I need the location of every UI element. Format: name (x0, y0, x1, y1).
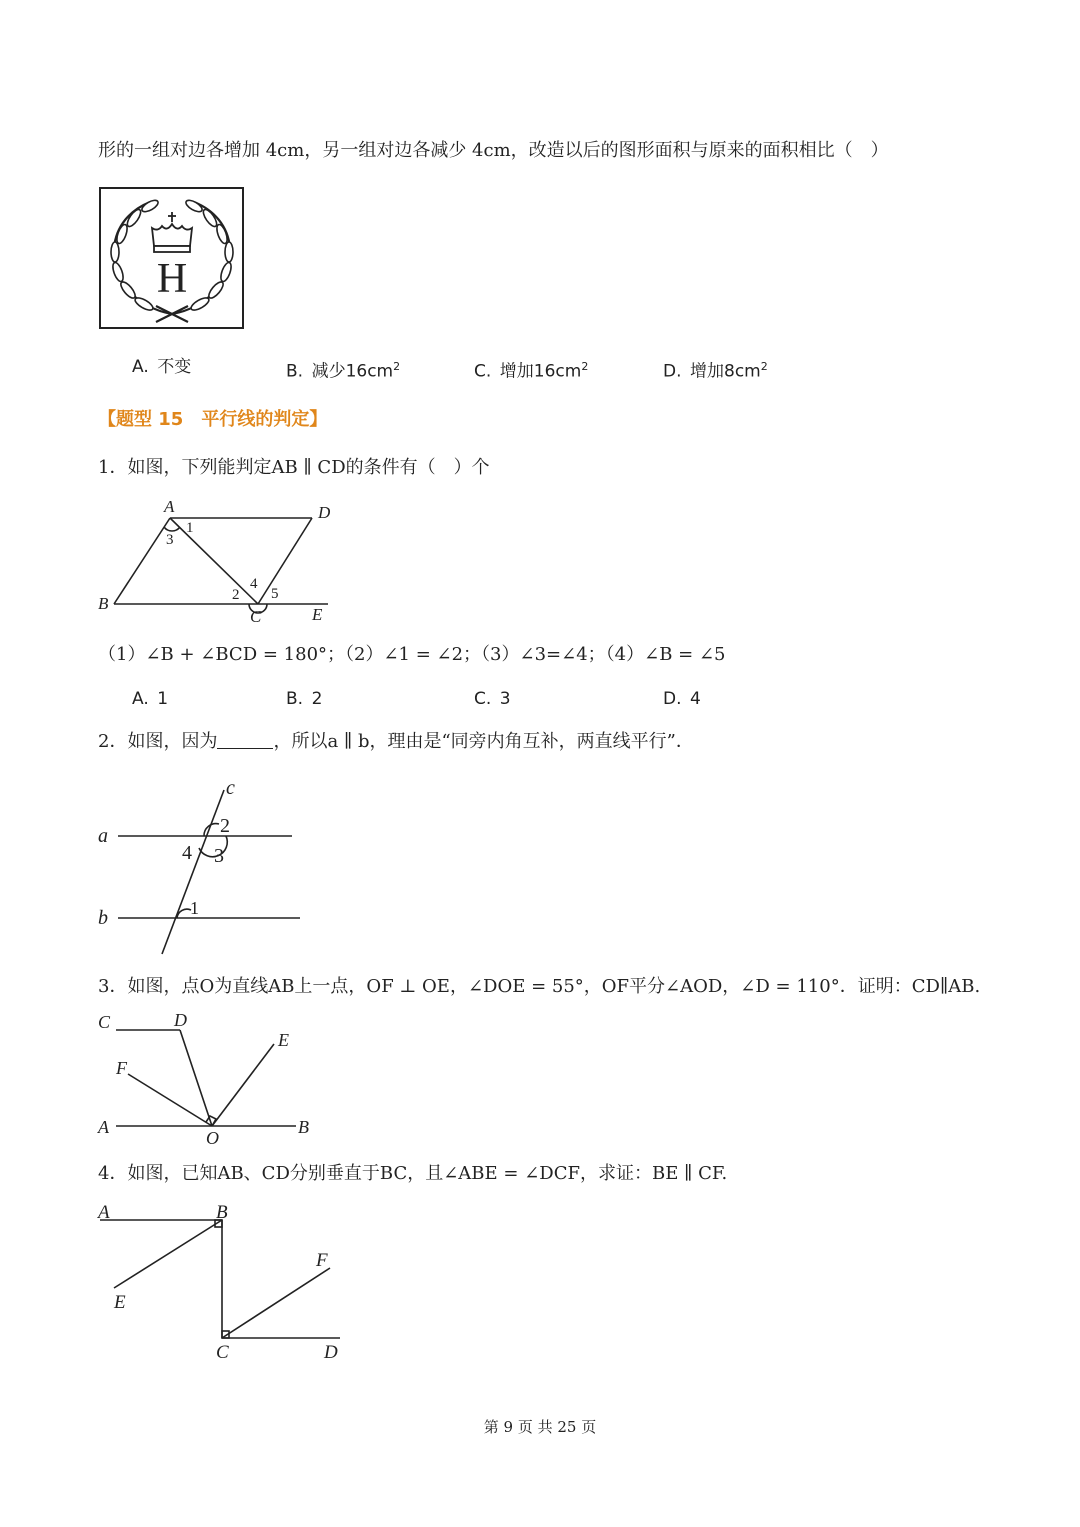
label-B: B (216, 1202, 228, 1223)
option-text: 4 (690, 689, 701, 709)
option-text: 不变 (157, 357, 192, 377)
angle-1-label: 1 (186, 520, 194, 536)
angle-5-label: 5 (271, 586, 279, 602)
problem-text: 形的一组对边各增加 4cm，另一组对边各减少 4cm，改造以后的图形面积与原来的面积相比（ ） (98, 140, 889, 161)
question-4-stem: 4．如图，已知AB、CD分别垂直于BC，且∠ABE = ∠DCF，求证：BE ∥ CF. (98, 1163, 728, 1184)
option-letter: C. (474, 689, 492, 709)
label-A: A (98, 1117, 109, 1137)
label-E: E (312, 605, 323, 624)
angle-1-label: 1 (190, 898, 199, 918)
label-D: D (324, 1342, 338, 1363)
option-c[interactable] (474, 356, 588, 383)
q1-option-c[interactable] (474, 688, 511, 710)
option-superscript: 2 (760, 360, 768, 373)
page-footer: 第 9 页 共 25 页 (483, 1418, 597, 1436)
angle-2-label: 2 (220, 815, 230, 837)
option-letter: C. (474, 361, 492, 382)
option-letter: B. (286, 689, 304, 709)
question-3-figure (92, 1008, 322, 1150)
option-letter: D. (663, 361, 682, 382)
question-1-stem: 1．如图，下列能判定AB ∥ CD的条件有（ ）个 (98, 457, 490, 478)
question-2-stem (98, 730, 694, 754)
option-text: 2 (311, 689, 323, 709)
option-text: 增加8cm (690, 361, 761, 382)
stem-part: ，所以a ∥ b，理由是“同旁内角互补，两直线平行”． (273, 731, 694, 752)
option-b[interactable] (286, 356, 400, 383)
option-d[interactable] (663, 356, 768, 383)
label-A: A (98, 1202, 110, 1223)
label-B: B (98, 594, 109, 613)
label-O: O (206, 1128, 219, 1148)
question-2-figure (92, 774, 312, 958)
label-C: C (250, 607, 262, 626)
label-D: D (174, 1010, 187, 1030)
emblem-letter: H (156, 256, 188, 302)
option-text: 增加16cm (499, 361, 582, 382)
angle-4-label: 4 (182, 842, 192, 864)
line-a-label: a (98, 825, 108, 847)
option-letter: D. (663, 689, 682, 709)
angle-3-label: 3 (166, 532, 174, 548)
option-a[interactable] (132, 356, 191, 378)
label-A: A (164, 497, 175, 516)
label-C: C (98, 1012, 111, 1032)
stem-part: 2．如图，因为 (98, 731, 218, 752)
label-E: E (278, 1030, 289, 1050)
option-text: 减少16cm (311, 361, 394, 382)
q1-option-b[interactable] (286, 688, 322, 710)
label-F: F (316, 1250, 328, 1271)
label-F: F (116, 1058, 127, 1078)
angle-2-label: 2 (232, 587, 240, 603)
option-letter: B. (286, 361, 304, 382)
label-B: B (298, 1117, 309, 1137)
question-1-figure (92, 494, 342, 626)
option-superscript: 2 (393, 360, 401, 373)
question-4-figure (92, 1200, 352, 1366)
q1-option-a[interactable] (132, 688, 168, 710)
option-letter: A. (132, 689, 149, 709)
question-3-stem: 3．如图，点O为直线AB上一点，OF ⊥ OE，∠DOE = 55°，OF平分∠AOD，∠D = 110°．证明：CD∥AB. (98, 976, 981, 997)
crown-emblem-figure (98, 186, 246, 331)
line-b-label: b (98, 907, 108, 929)
label-C: C (216, 1342, 229, 1363)
option-letter: A. (132, 357, 149, 377)
q1-option-d[interactable] (663, 688, 701, 710)
question-1-conditions: （1）∠B + ∠BCD = 180°；（2）∠1 = ∠2；（3）∠3=∠4；（4）∠B = ∠5 (98, 644, 726, 665)
line-c-label: c (226, 777, 235, 799)
section-title: 【题型 15 平行线的判定】 (98, 409, 328, 430)
option-superscript: 2 (581, 360, 589, 373)
angle-4-label: 4 (250, 576, 258, 592)
answer-blank[interactable] (217, 730, 273, 749)
angle-3-label: 3 (214, 845, 224, 867)
option-text: 3 (499, 689, 511, 709)
option-text: 1 (157, 689, 169, 709)
label-D: D (318, 503, 331, 522)
label-E: E (114, 1292, 126, 1313)
